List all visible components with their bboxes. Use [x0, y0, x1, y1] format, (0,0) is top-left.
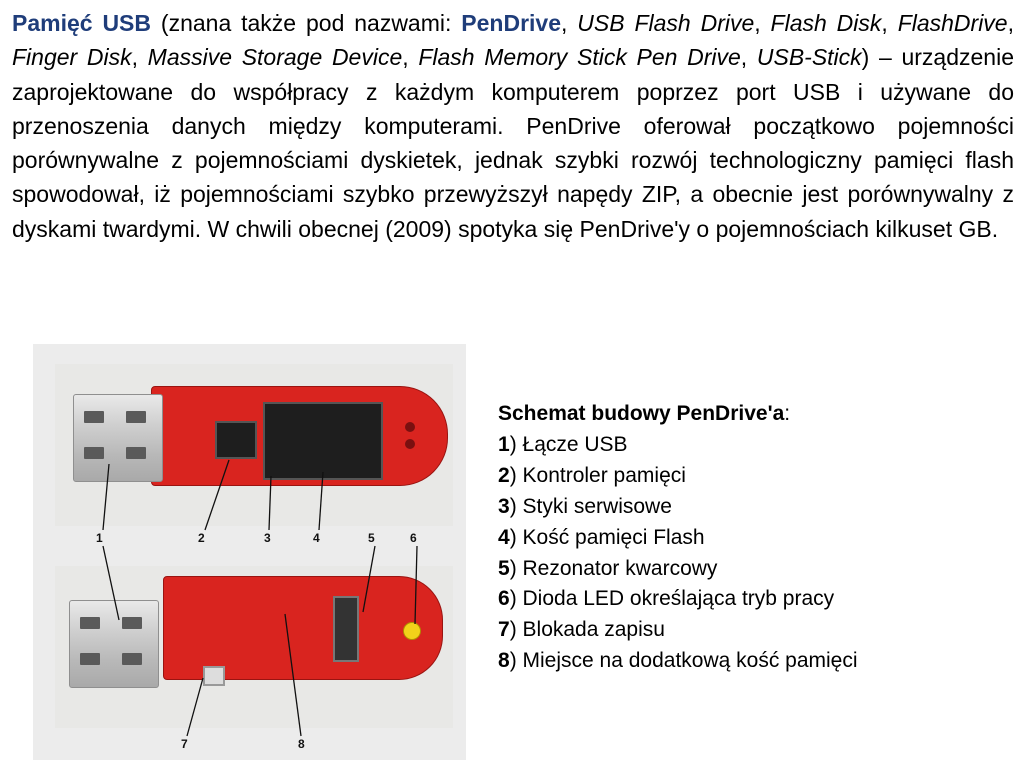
legend-item-8	[498, 646, 858, 677]
legend-item-text: ) Styki serwisowe	[509, 494, 672, 518]
legend-item-number: 7	[498, 618, 510, 642]
term-pendrive: PenDrive	[461, 10, 561, 36]
intro-paragraph	[12, 6, 1014, 246]
separator: ,	[881, 10, 898, 36]
separator: ,	[561, 10, 578, 36]
legend-item-number: 2	[498, 463, 510, 487]
legend-item-6	[498, 584, 858, 615]
legend-item-text: ) Miejsce na dodatkową kość pamięci	[509, 649, 858, 673]
separator: ,	[1007, 10, 1014, 36]
callout-6: 6	[410, 531, 417, 545]
legend-item-5	[498, 554, 858, 585]
callout-2: 2	[198, 531, 205, 545]
legend-item-number: 6	[498, 587, 510, 611]
separator: ,	[402, 44, 419, 71]
legend-title-colon: :	[784, 402, 791, 425]
alias-usb-stick: USB-Stick	[756, 44, 862, 71]
callout-4: 4	[313, 531, 320, 545]
separator: ,	[754, 10, 771, 36]
term-pamiec-usb: Pamięć USB	[12, 10, 152, 36]
separator: ,	[131, 44, 148, 71]
legend-item-text: ) Kontroler pamięci	[509, 463, 686, 487]
legend-item-text: ) Łącze USB	[509, 432, 628, 456]
callout-7: 7	[181, 737, 188, 751]
legend-item-3	[498, 492, 858, 523]
alias-usb-flash-drive: USB Flash Drive	[577, 10, 755, 36]
legend-item-number: 8	[498, 649, 510, 673]
legend-title-text: Schemat budowy PenDrive'a	[498, 402, 785, 425]
callout-1: 1	[96, 531, 103, 545]
callout-8: 8	[298, 737, 305, 751]
separator: ,	[740, 44, 757, 71]
legend-item-text: ) Dioda LED określająca tryb pracy	[509, 587, 835, 611]
intro-text-1: (znana także pod nazwami:	[151, 10, 462, 36]
legend-item-text: ) Blokada zapisu	[509, 618, 665, 642]
legend-item-number: 5	[498, 556, 510, 580]
alias-massive-storage-device: Massive Storage Device	[147, 44, 403, 71]
alias-flash-memory-stick: Flash Memory Stick Pen Drive	[418, 44, 741, 71]
legend-item-number: 3	[498, 494, 510, 518]
intro-text-rest: ) – urządzenie zaprojektowane do współpracy z każdym komputerem poprzez port USB i używane do przenoszenia danych między komputerami. PenDrive oferował początkowo pojemności porównywalne z pojemnościami dyskietek, jednak szybki rozwój technologiczny pamięci flash spowodował, iż pojemnościami szybko przewyższył napędy ZIP, a obecnie jest porównywalny z dyskami twardymi. W chwili obecnej (2009) spotyka się PenDrive'y o pojemnościach kilkuset GB.	[12, 44, 1015, 242]
legend-item-7	[498, 615, 858, 646]
alias-flash-disk: Flash Disk	[770, 10, 882, 36]
callout-5: 5	[368, 531, 375, 545]
legend-item-2	[498, 461, 858, 492]
legend-item-number: 1	[498, 432, 510, 456]
legend-item-1	[498, 430, 858, 461]
pendrive-photo	[33, 344, 466, 760]
callout-3: 3	[264, 531, 271, 545]
legend-title	[498, 399, 858, 430]
alias-flashdrive: FlashDrive	[897, 10, 1008, 36]
legend-item-text: ) Kość pamięci Flash	[509, 525, 705, 549]
legend-item-4	[498, 523, 858, 554]
alias-finger-disk: Finger Disk	[12, 44, 132, 71]
legend-item-number: 4	[498, 525, 510, 549]
structure-legend	[498, 399, 858, 677]
callout-lines	[33, 344, 466, 760]
legend-item-text: ) Rezonator kwarcowy	[509, 556, 718, 580]
